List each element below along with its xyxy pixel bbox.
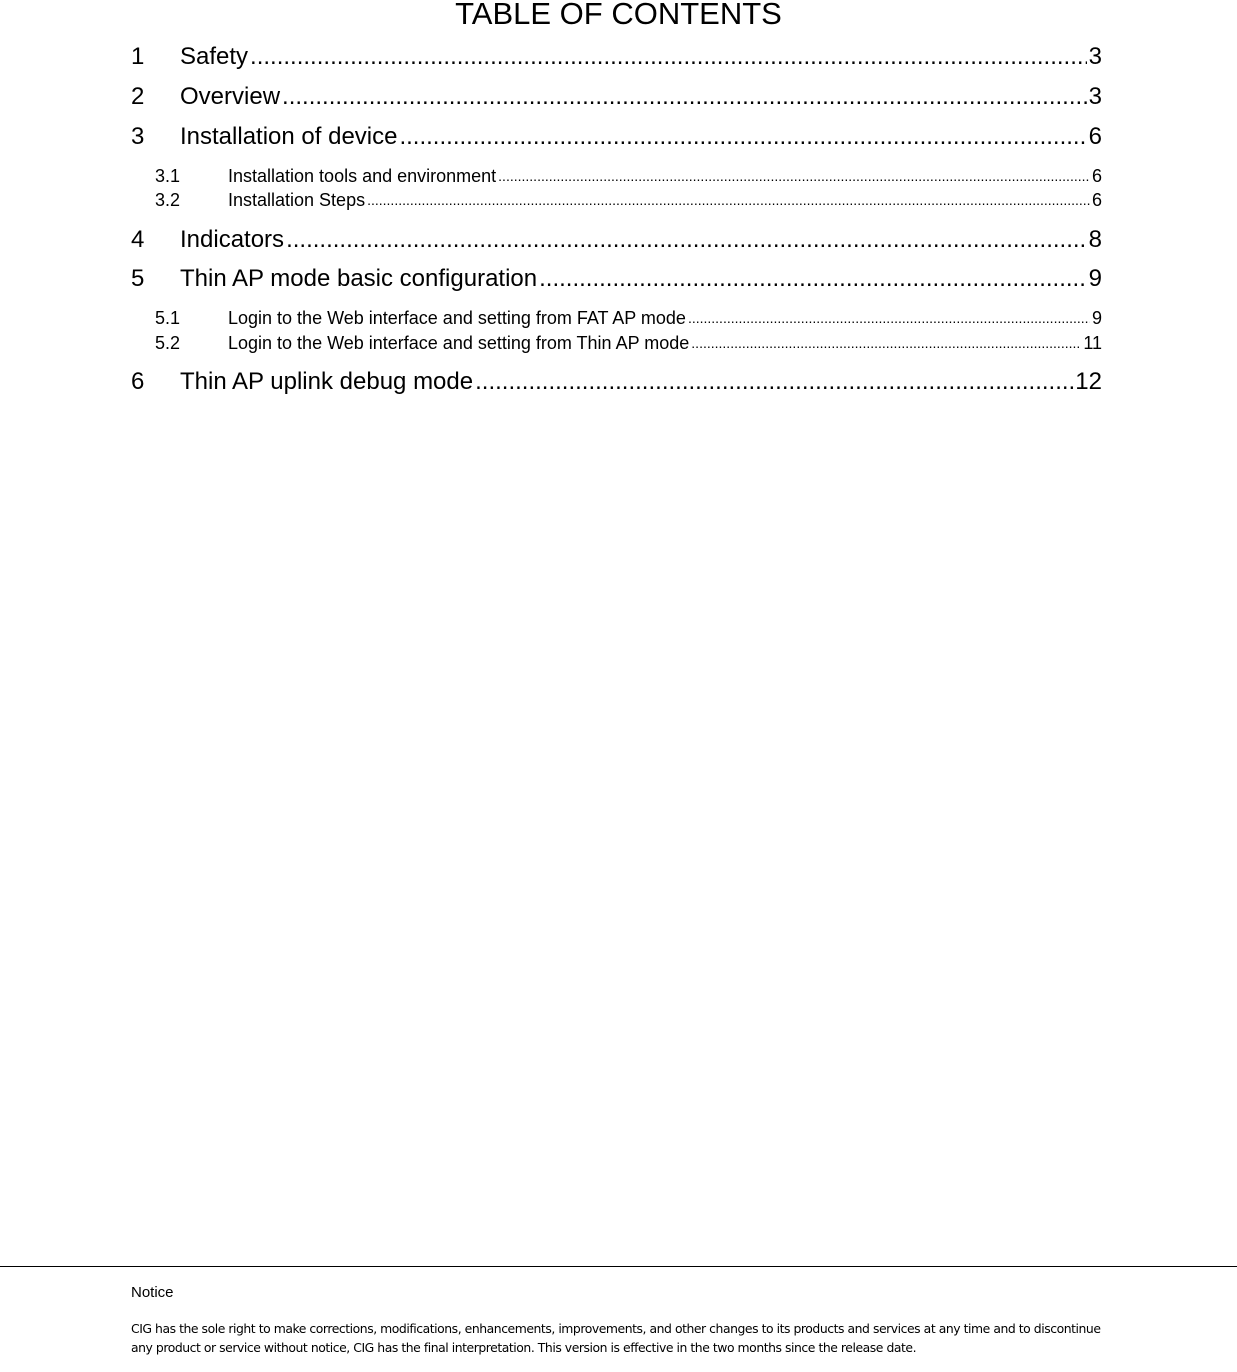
toc-entry-number: 3 — [131, 123, 145, 150]
toc-entry-login-thin-ap[interactable] — [155, 331, 1102, 355]
toc-entry-label: Installation Steps — [228, 190, 366, 210]
toc-entry-label: Safety — [180, 43, 249, 70]
toc-dot-leader — [539, 263, 1087, 295]
toc-entry-page: 9 — [1091, 308, 1102, 328]
toc-entry-page: 6 — [1088, 123, 1102, 150]
toc-dot-leader — [688, 306, 1090, 330]
toc-entry-page: 3 — [1088, 83, 1102, 110]
toc-entry-label: Indicators — [180, 226, 285, 253]
toc-entry-label: Thin AP mode basic configuration — [180, 265, 538, 292]
toc-dot-leader — [367, 188, 1090, 212]
toc-entry-indicators[interactable] — [131, 224, 1102, 256]
toc-dot-leader — [250, 41, 1087, 73]
toc-entry-number: 2 — [131, 83, 145, 110]
toc-dot-leader — [282, 81, 1087, 113]
toc-entry-thin-ap-uplink-debug[interactable] — [131, 366, 1102, 398]
toc-entry-login-fat-ap[interactable] — [155, 306, 1102, 330]
toc-dot-leader — [691, 331, 1081, 355]
toc-entry-thin-ap-basic-config[interactable] — [131, 263, 1102, 295]
toc-entry-number: 5 — [131, 265, 145, 292]
toc-dot-leader — [475, 366, 1073, 398]
toc-title: TABLE OF CONTENTS — [455, 0, 782, 31]
toc-entry-page: 9 — [1088, 265, 1102, 292]
toc-entry-installation-steps[interactable] — [155, 188, 1102, 212]
toc-entry-label: Installation tools and environment — [228, 166, 497, 186]
toc-entry-page: 6 — [1091, 166, 1102, 186]
toc-entry-number: 3.2 — [155, 190, 181, 210]
toc-entry-label: Login to the Web interface and setting from FAT AP mode — [228, 308, 686, 328]
toc-entry-number: 6 — [131, 368, 145, 395]
toc-entry-page: 8 — [1088, 226, 1102, 253]
toc-entry-safety[interactable] — [131, 41, 1102, 73]
toc-entry-overview[interactable] — [131, 81, 1102, 113]
toc-entry-number: 3.1 — [155, 166, 181, 186]
toc-entry-number: 5.2 — [155, 333, 181, 353]
notice-body: CIG has the sole right to make corrections, modifications, enhancements, improvements, and other changes to its products and services at any time and to discontinue any product or service without notice, CIG has the final interpretation. This version is effective in the two months since the release date. — [131, 1321, 1101, 1355]
toc-entry-page: 12 — [1075, 368, 1102, 395]
toc-entry-number: 4 — [131, 226, 145, 253]
toc-entry-page: 11 — [1083, 333, 1102, 353]
toc-dot-leader — [399, 121, 1086, 153]
footer-divider — [0, 1266, 1237, 1267]
toc-entry-installation-tools[interactable] — [155, 164, 1102, 188]
toc-entry-installation-of-device[interactable] — [131, 121, 1102, 153]
toc-dot-leader — [286, 224, 1087, 256]
toc-entry-label: Thin AP uplink debug mode — [180, 368, 474, 395]
toc-entry-number: 1 — [131, 43, 145, 70]
toc-entry-number: 5.1 — [155, 308, 181, 328]
toc-entry-page: 6 — [1091, 190, 1102, 210]
toc-entry-label: Login to the Web interface and setting from Thin AP mode — [228, 333, 690, 353]
notice-heading: Notice — [131, 1284, 174, 1301]
toc-entry-page: 3 — [1088, 43, 1102, 70]
toc-entry-label: Overview — [180, 83, 281, 110]
toc-dot-leader — [498, 164, 1090, 188]
toc-entry-label: Installation of device — [180, 123, 398, 150]
